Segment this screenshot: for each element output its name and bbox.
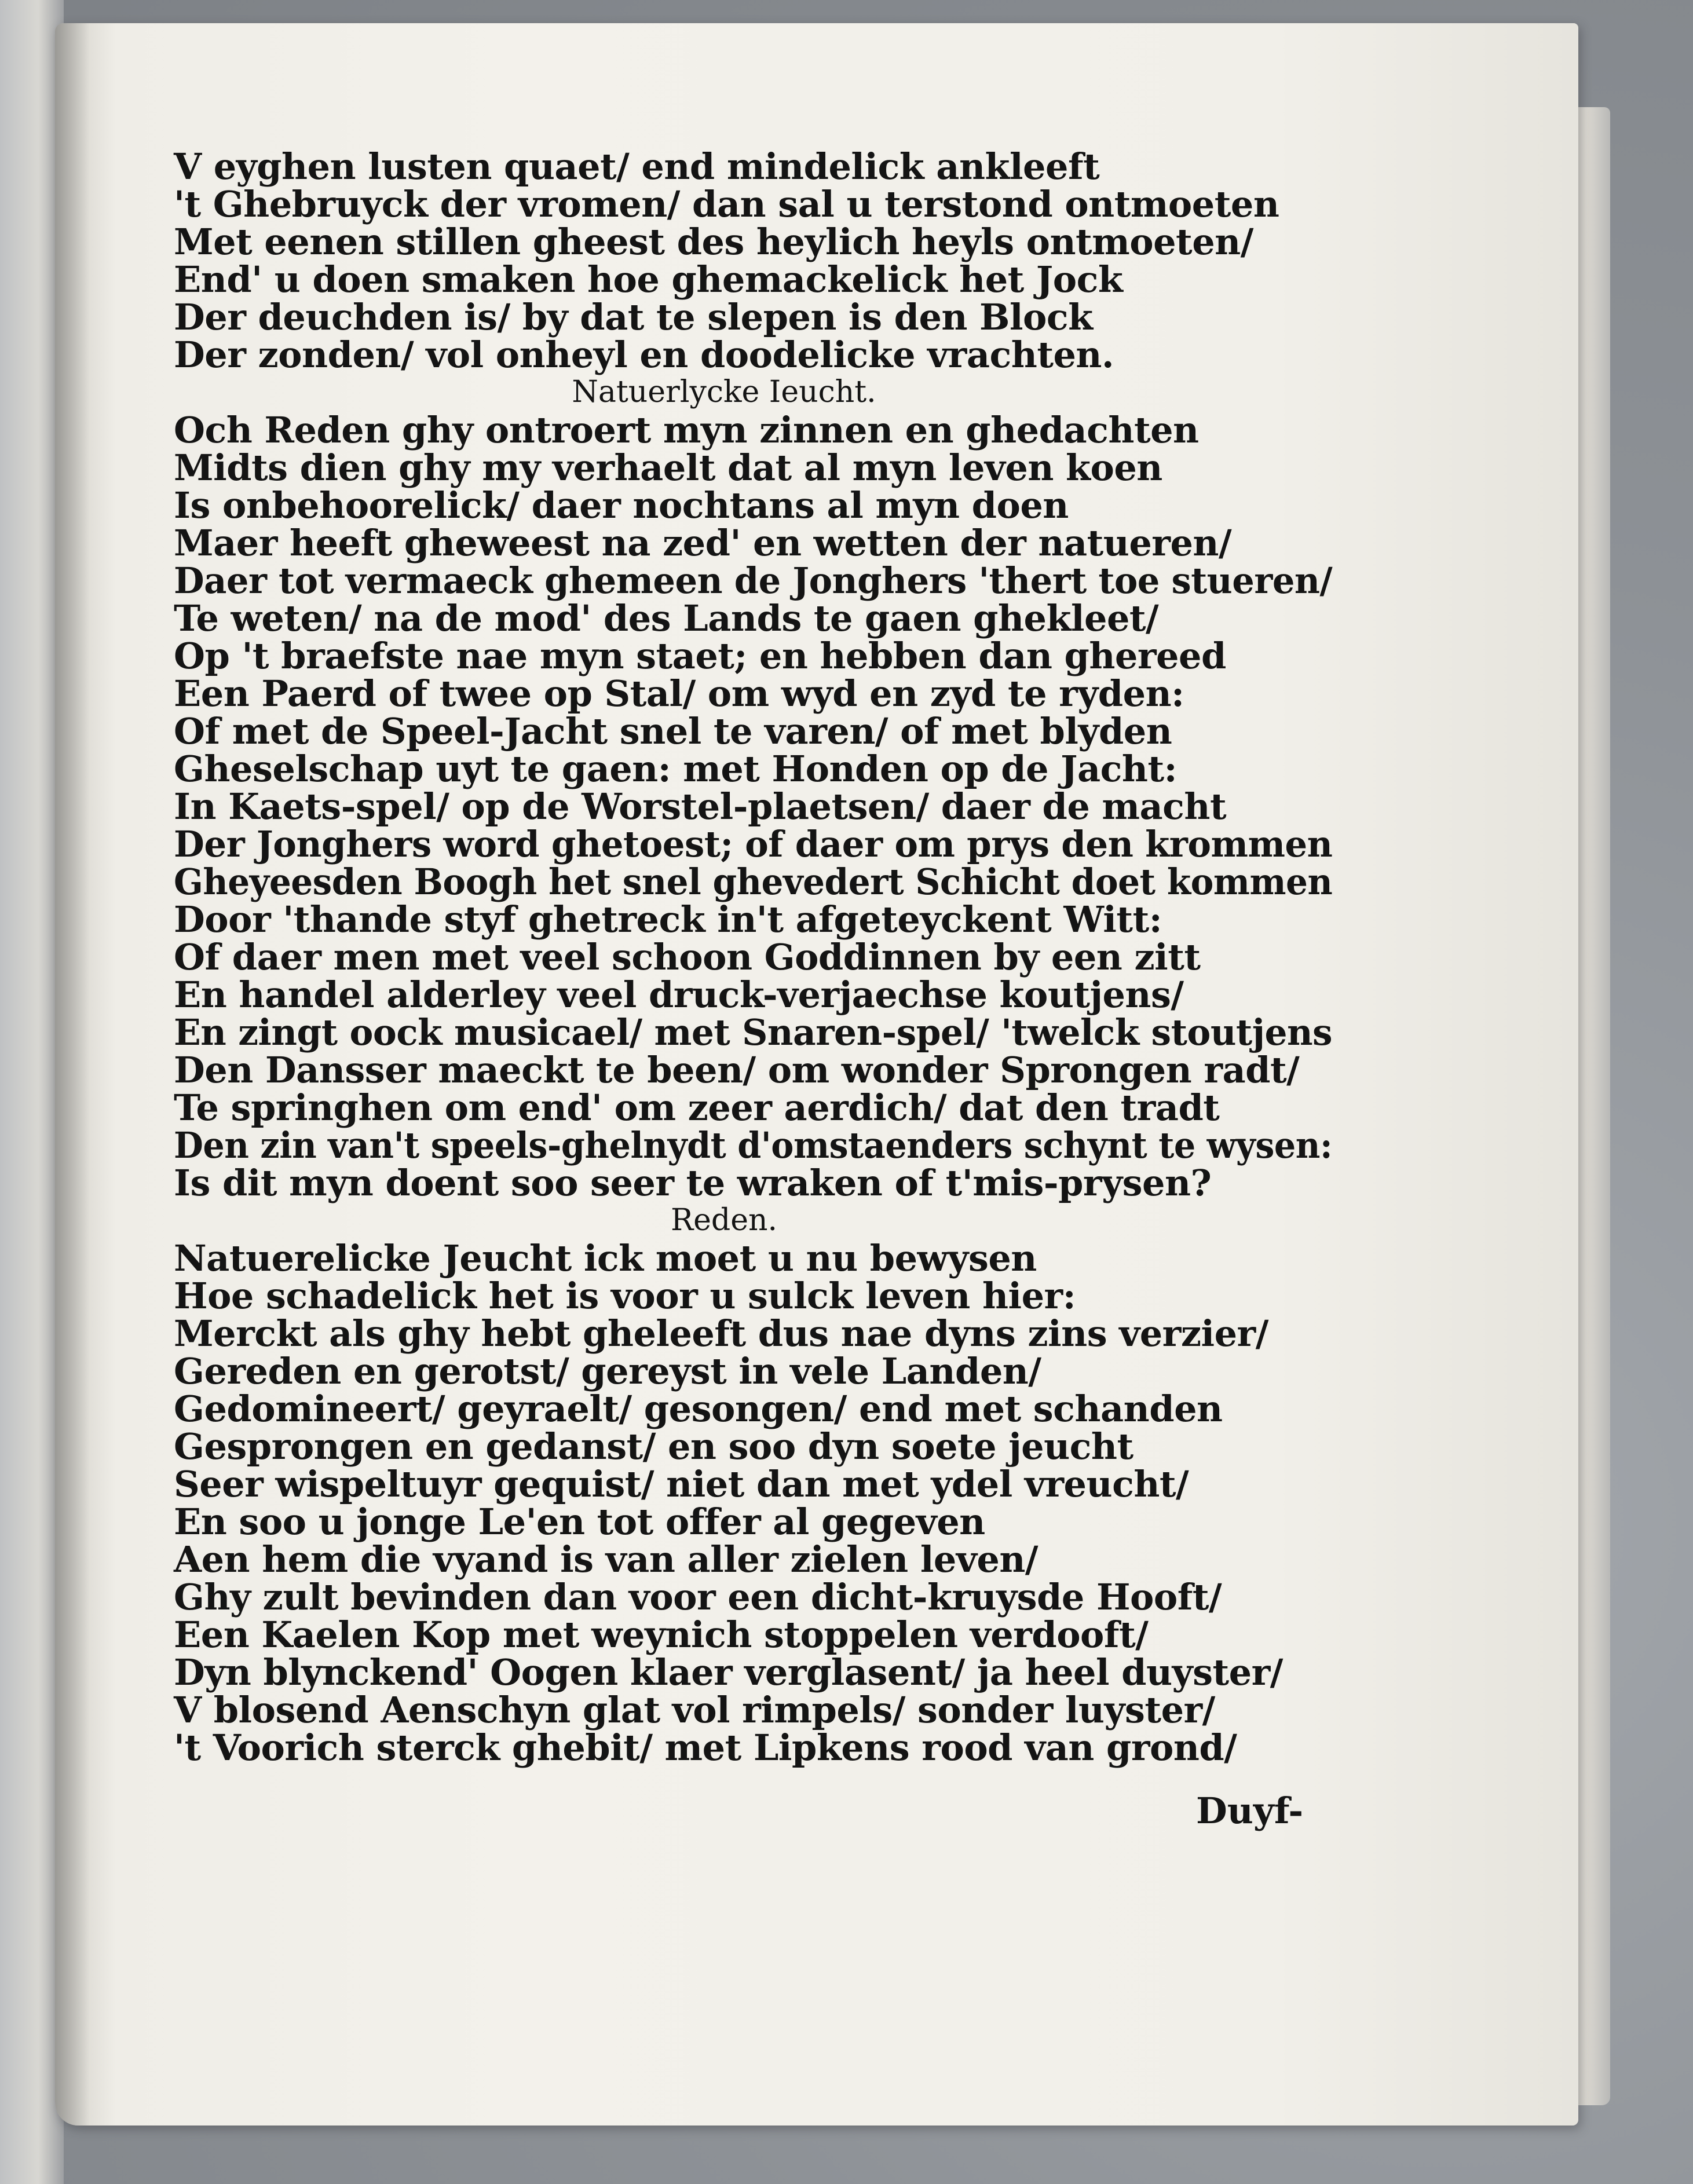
verse-line: Och Reden ghy ontroert myn zinnen en ghedachten xyxy=(174,409,1199,451)
verse-line: En handel alderley veel druck-verjaechse koutjens/ xyxy=(174,974,1184,1016)
verse-line: Hoe schadelick het is voor u sulck leven hier: xyxy=(174,1275,1076,1317)
verse-line: Dyn blynckend' Oogen klaer verglasent/ ja heel duyster/ xyxy=(174,1651,1283,1693)
verse-line: Te weten/ na de mod' des Lands te gaen ghekleet/ xyxy=(174,597,1159,639)
verse-line: Is onbehoorelick/ daer nochtans al myn doen xyxy=(174,484,1069,526)
catchword: Duyf- xyxy=(1196,1790,1304,1832)
verse-line: Of daer men met veel schoon Goddinnen by een zitt xyxy=(174,936,1201,978)
verse-line: Of met de Speel-Jacht snel te varen/ of met blyden xyxy=(174,710,1172,752)
verse-line: Aen hem die vyand is van aller zielen leven/ xyxy=(174,1538,1039,1581)
verse-line: Natuerelicke Jeucht ick moet u nu bewysen xyxy=(174,1237,1037,1279)
verse-line: Gheselschap uyt te gaen: met Honden op de Jacht: xyxy=(174,748,1178,790)
verse-line: End' u doen smaken hoe ghemackelick het Jock xyxy=(174,258,1123,301)
verse-line: Der deuchden is/ by dat te slepen is den Block xyxy=(174,296,1093,338)
verse-line: Op 't braefste nae myn staet; en hebben dan ghereed xyxy=(174,635,1226,677)
verse-line: Te springhen om end' om zeer aerdich/ dat den tradt xyxy=(174,1086,1220,1129)
verse-line: Den zin van't speels-ghelnydt d'omstaenders schynt te wysen: xyxy=(174,1124,1333,1166)
speaker-heading: Natuerlycke Ieucht. xyxy=(572,375,876,409)
verse-line: Merckt als ghy hebt gheleeft dus nae dyns zins verzier/ xyxy=(174,1312,1268,1355)
verse-line: Gedomineert/ geyraelt/ gesongen/ end met schanden xyxy=(174,1388,1223,1430)
verse-line: Ghy zult bevinden dan voor een dicht-kruysde Hooft/ xyxy=(174,1576,1222,1618)
verse-line: Gereden en gerotst/ gereyst in vele Landen/ xyxy=(174,1350,1041,1392)
verse-line: Daer tot vermaeck ghemeen de Jonghers 'thert toe stueren/ xyxy=(174,559,1333,602)
speaker-heading: Reden. xyxy=(670,1203,777,1238)
verse-line: Een Kaelen Kop met weynich stoppelen verdooft/ xyxy=(174,1614,1149,1656)
verse-line: Een Paerd of twee op Stal/ om wyd en zyd te ryden: xyxy=(174,672,1184,715)
verse-line: V blosend Aenschyn glat vol rimpels/ sonder luyster/ xyxy=(174,1689,1215,1731)
verse-line: Door 'thande styf ghetreck in't afgeteyckent Witt: xyxy=(174,898,1162,941)
verse-line: En soo u jonge Le'en tot offer al gegeven xyxy=(174,1501,985,1543)
verse-line: Der zonden/ vol onheyl en doodelicke vrachten. xyxy=(174,334,1114,376)
verse-line: Der Jonghers word ghetoest; of daer om prys den krommen xyxy=(174,823,1333,865)
verse-line: Met eenen stillen gheest des heylich heyls ontmoeten/ xyxy=(174,221,1253,263)
verse-line: Maer heeft gheweest na zed' en wetten der natueren/ xyxy=(174,522,1232,564)
verse-line: Gesprongen en gedanst/ en soo dyn soete jeucht xyxy=(174,1425,1133,1468)
verse-line: 't Ghebruyck der vromen/ dan sal u terstond ontmoeten xyxy=(174,183,1279,225)
facing-page-edge xyxy=(0,0,64,2184)
verse-line: Is dit myn doent soo seer te wraken of t'mis-prysen? xyxy=(174,1162,1212,1204)
verse-line: 't Voorich sterck ghebit/ met Lipkens rood van grond/ xyxy=(174,1726,1237,1769)
verse-line: Midts dien ghy my verhaelt dat al myn leven koen xyxy=(174,447,1162,489)
verse-line: Seer wispeltuyr gequist/ niet dan met ydel vreucht/ xyxy=(174,1463,1189,1505)
verse-line: Den Dansser maeckt te been/ om wonder Sprongen radt/ xyxy=(174,1049,1300,1091)
verse-line: En zingt oock musicael/ met Snaren-spel/ 'twelck stoutjens xyxy=(174,1011,1333,1053)
verse-text-block xyxy=(174,145,1333,1769)
gutter-shadow xyxy=(55,23,90,2126)
verse-line: V eyghen lusten quaet/ end mindelick ankleeft xyxy=(174,145,1100,188)
verse-line: In Kaets-spel/ op de Worstel-plaetsen/ daer de macht xyxy=(174,785,1227,828)
verse-line: Gheyeesden Boogh het snel ghevedert Schicht doet kommen xyxy=(174,861,1333,903)
